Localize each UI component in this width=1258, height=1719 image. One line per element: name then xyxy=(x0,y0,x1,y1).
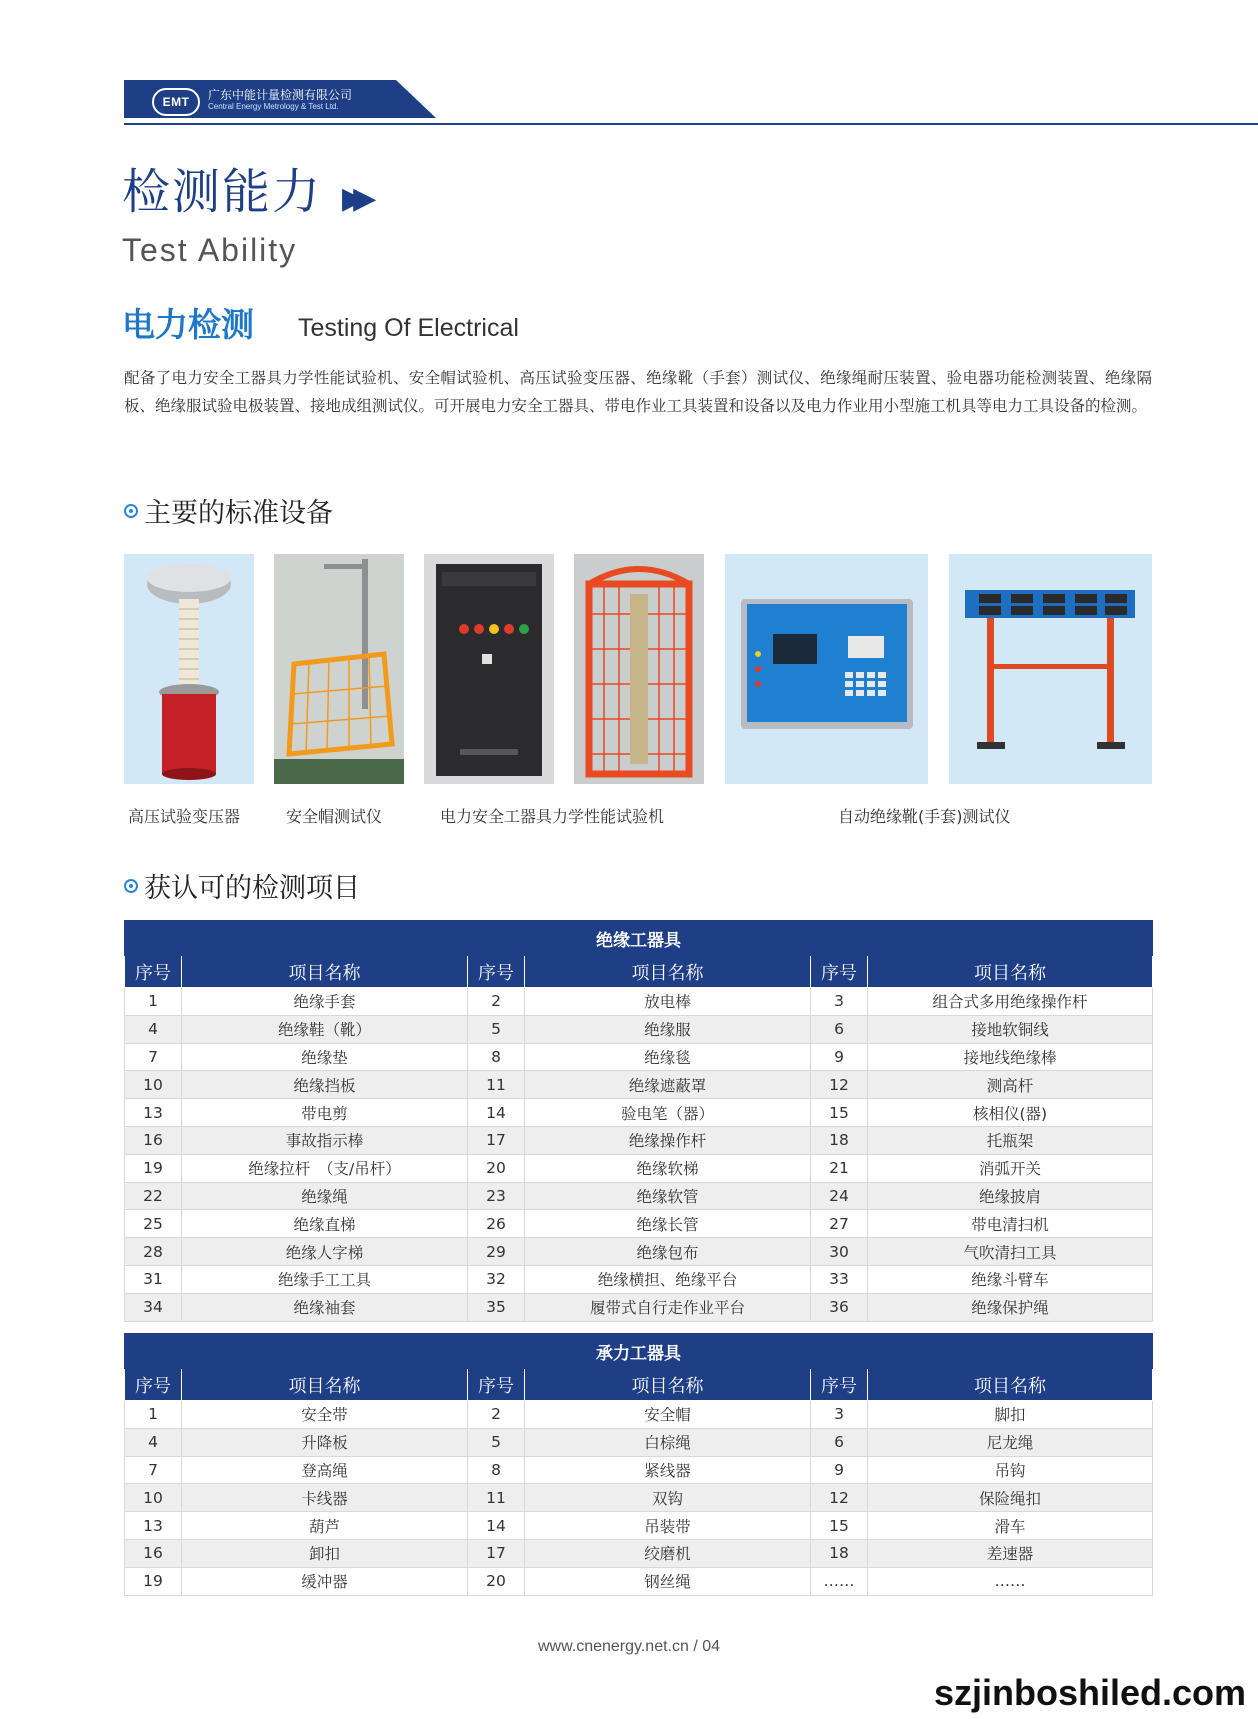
cell-item-name: 差速器 xyxy=(868,1539,1153,1567)
cell-item-name: 绝缘鞋（靴） xyxy=(182,1015,468,1043)
cell-index: 18 xyxy=(811,1126,868,1154)
section-title: 电力检测 xyxy=(122,305,254,344)
cell-item-name: 绝缘长管 xyxy=(525,1210,811,1238)
cell-item-name: 白棕绳 xyxy=(525,1428,811,1456)
cell-index: 29 xyxy=(468,1238,525,1266)
cell-index: 1 xyxy=(125,1401,182,1429)
cell-index: 8 xyxy=(468,1043,525,1071)
cell-index: 12 xyxy=(811,1071,868,1099)
cell-item-name: 绝缘垫 xyxy=(182,1043,468,1071)
cell-item-name: 绝缘遮蔽罩 xyxy=(525,1071,811,1099)
cell-index: 10 xyxy=(125,1071,182,1099)
table-row xyxy=(125,1265,1153,1293)
intro-paragraph: 配备了电力安全工器具力学性能试验机、安全帽试验机、高压试验变压器、绝缘靴（手套）测试仪、绝缘绳耐压装置、验电器功能检测装置、绝缘隔板、绝缘服试验电极装置、接地成组测试仪。可开展电力安全工器具、带电作业工具装置和设备以及电力作业用小型施工机具等电力工具设备的检测。 xyxy=(124,369,1152,415)
cell-index: 28 xyxy=(125,1238,182,1266)
cell-index: 23 xyxy=(468,1182,525,1210)
cell-index: 17 xyxy=(468,1126,525,1154)
col-header-name: 项目名称 xyxy=(868,956,1153,988)
cell-item-name: 绝缘软梯 xyxy=(525,1154,811,1182)
col-header-index: 序号 xyxy=(468,956,525,988)
cell-item-name: 绝缘服 xyxy=(525,1015,811,1043)
cell-index: 14 xyxy=(468,1099,525,1127)
cell-index: 30 xyxy=(811,1238,868,1266)
cell-index: …… xyxy=(811,1567,868,1595)
cell-item-name: 接地线绝缘棒 xyxy=(868,1043,1153,1071)
table-row xyxy=(125,1154,1153,1182)
caption-insulation-tester: 自动绝缘靴(手套)测试仪 xyxy=(838,807,1011,826)
cell-item-name: 绝缘人字梯 xyxy=(182,1238,468,1266)
cell-item-name: 尼龙绳 xyxy=(868,1428,1153,1456)
caption-helmet-tester: 安全帽测试仪 xyxy=(286,807,383,826)
load-bearing-tools-table xyxy=(124,1333,1153,1596)
col-header-name: 项目名称 xyxy=(525,956,811,988)
cell-index: 15 xyxy=(811,1512,868,1540)
cell-index: 33 xyxy=(811,1265,868,1293)
cell-item-name: 绝缘手工工具 xyxy=(182,1265,468,1293)
table-row xyxy=(125,1456,1153,1484)
cell-index: 17 xyxy=(468,1539,525,1567)
cell-index: 2 xyxy=(468,988,525,1016)
col-header-index: 序号 xyxy=(811,1369,868,1401)
cell-item-name: …… xyxy=(868,1567,1153,1595)
table-row xyxy=(125,1071,1153,1099)
cell-item-name: 带电清扫机 xyxy=(868,1210,1153,1238)
page-footer: www.cnenergy.net.cn / 04 xyxy=(537,1638,721,1655)
table-title: 承力工器具 xyxy=(125,1334,1153,1369)
cell-item-name: 升降板 xyxy=(182,1428,468,1456)
cell-item-name: 绞磨机 xyxy=(525,1539,811,1567)
insulation-tools-table xyxy=(124,920,1153,1322)
cell-item-name: 接地软铜线 xyxy=(868,1015,1153,1043)
table-row xyxy=(125,1043,1153,1071)
cell-index: 19 xyxy=(125,1154,182,1182)
cell-index: 9 xyxy=(811,1043,868,1071)
photo-rack-tester xyxy=(949,554,1152,784)
photo-hv-transformer xyxy=(124,554,254,784)
cell-item-name: 安全带 xyxy=(182,1401,468,1429)
company-name-en: Central Energy Metrology & Test Ltd. xyxy=(208,102,339,111)
cell-item-name: 绝缘直梯 xyxy=(182,1210,468,1238)
table-row xyxy=(125,1210,1153,1238)
cell-item-name: 履带式自行走作业平台 xyxy=(525,1293,811,1321)
cell-item-name: 绝缘绳 xyxy=(182,1182,468,1210)
cell-index: 3 xyxy=(811,988,868,1016)
cell-index: 20 xyxy=(468,1567,525,1595)
projects-heading: 获认可的检测项目 xyxy=(124,875,360,902)
cell-item-name: 安全帽 xyxy=(525,1401,811,1429)
cell-item-name: 核相仪(器) xyxy=(868,1099,1153,1127)
table-row xyxy=(125,1428,1153,1456)
cell-index: 12 xyxy=(811,1484,868,1512)
photo-mechanical-tester xyxy=(574,554,704,784)
cell-item-name: 吊装带 xyxy=(525,1512,811,1540)
table-row xyxy=(125,1099,1153,1127)
cell-item-name: 绝缘横担、绝缘平台 xyxy=(525,1265,811,1293)
cell-item-name: 消弧开关 xyxy=(868,1154,1153,1182)
col-header-index: 序号 xyxy=(811,956,868,988)
cell-index: 3 xyxy=(811,1401,868,1429)
cell-index: 8 xyxy=(468,1456,525,1484)
cell-index: 2 xyxy=(468,1401,525,1429)
table-row xyxy=(125,1484,1153,1512)
caption-hv-transformer: 高压试验变压器 xyxy=(128,807,241,826)
cell-index: 7 xyxy=(125,1456,182,1484)
photo-insulation-tester xyxy=(725,554,928,784)
table-row xyxy=(125,1126,1153,1154)
cell-index: 4 xyxy=(125,1015,182,1043)
cell-item-name: 滑车 xyxy=(868,1512,1153,1540)
cell-index: 27 xyxy=(811,1210,868,1238)
company-logo: EMT xyxy=(152,88,200,116)
photo-control-cabinet xyxy=(424,554,554,784)
cell-index: 19 xyxy=(125,1567,182,1595)
cell-index: 9 xyxy=(811,1456,868,1484)
table-row xyxy=(125,1293,1153,1321)
target-bullet-icon xyxy=(124,879,138,893)
cell-index: 7 xyxy=(125,1043,182,1071)
page-title: 检测能力 xyxy=(122,164,323,220)
watermark: szjinboshiled.com xyxy=(933,1672,1246,1713)
target-bullet-icon xyxy=(124,504,138,518)
cell-item-name: 绝缘操作杆 xyxy=(525,1126,811,1154)
cell-index: 35 xyxy=(468,1293,525,1321)
cell-item-name: 托瓶架 xyxy=(868,1126,1153,1154)
cell-item-name: 绝缘包布 xyxy=(525,1238,811,1266)
cell-item-name: 组合式多用绝缘操作杆 xyxy=(868,988,1153,1016)
cell-index: 14 xyxy=(468,1512,525,1540)
cell-index: 26 xyxy=(468,1210,525,1238)
col-header-index: 序号 xyxy=(468,1369,525,1401)
cell-item-name: 放电棒 xyxy=(525,988,811,1016)
cell-index: 16 xyxy=(125,1126,182,1154)
cell-item-name: 气吹清扫工具 xyxy=(868,1238,1153,1266)
cell-item-name: 钢丝绳 xyxy=(525,1567,811,1595)
cell-item-name: 绝缘软管 xyxy=(525,1182,811,1210)
col-header-name: 项目名称 xyxy=(525,1369,811,1401)
cell-index: 20 xyxy=(468,1154,525,1182)
cell-item-name: 验电笔（器） xyxy=(525,1099,811,1127)
equipment-heading: 主要的标准设备 xyxy=(124,500,333,527)
table-row xyxy=(125,1401,1153,1429)
cell-index: 34 xyxy=(125,1293,182,1321)
double-arrow-icon: ▶▶ xyxy=(342,181,365,216)
cell-item-name: 事故指示棒 xyxy=(182,1126,468,1154)
table-row xyxy=(125,1567,1153,1595)
cell-item-name: 保险绳扣 xyxy=(868,1484,1153,1512)
cell-item-name: 绝缘挡板 xyxy=(182,1071,468,1099)
cell-index: 5 xyxy=(468,1428,525,1456)
cell-index: 4 xyxy=(125,1428,182,1456)
cell-item-name: 葫芦 xyxy=(182,1512,468,1540)
col-header-index: 序号 xyxy=(125,1369,182,1401)
cell-item-name: 绝缘手套 xyxy=(182,988,468,1016)
cell-index: 22 xyxy=(125,1182,182,1210)
cell-item-name: 绝缘斗臂车 xyxy=(868,1265,1153,1293)
cell-item-name: 紧线器 xyxy=(525,1456,811,1484)
header-rule xyxy=(124,123,1258,125)
cell-item-name: 卡线器 xyxy=(182,1484,468,1512)
table-row xyxy=(125,1238,1153,1266)
cell-index: 1 xyxy=(125,988,182,1016)
table-row xyxy=(125,1015,1153,1043)
cell-index: 18 xyxy=(811,1539,868,1567)
cell-index: 13 xyxy=(125,1099,182,1127)
cell-index: 13 xyxy=(125,1512,182,1540)
cell-index: 36 xyxy=(811,1293,868,1321)
col-header-name: 项目名称 xyxy=(182,1369,468,1401)
cell-index: 5 xyxy=(468,1015,525,1043)
cell-item-name: 登高绳 xyxy=(182,1456,468,1484)
col-header-name: 项目名称 xyxy=(182,956,468,988)
col-header-name: 项目名称 xyxy=(868,1369,1153,1401)
cell-item-name: 脚扣 xyxy=(868,1401,1153,1429)
cell-item-name: 缓冲器 xyxy=(182,1567,468,1595)
table-title: 绝缘工器具 xyxy=(125,921,1153,956)
section-title-en: Testing Of Electrical xyxy=(298,314,519,342)
cell-item-name: 绝缘保护绳 xyxy=(868,1293,1153,1321)
table-row xyxy=(125,1512,1153,1540)
photo-helmet-tester xyxy=(274,554,404,784)
table-row xyxy=(125,1539,1153,1567)
table-row xyxy=(125,988,1153,1016)
cell-index: 6 xyxy=(811,1428,868,1456)
cell-item-name: 吊钩 xyxy=(868,1456,1153,1484)
cell-index: 6 xyxy=(811,1015,868,1043)
cell-item-name: 双钩 xyxy=(525,1484,811,1512)
table-row xyxy=(125,1182,1153,1210)
cell-index: 25 xyxy=(125,1210,182,1238)
cell-index: 24 xyxy=(811,1182,868,1210)
cell-item-name: 绝缘披肩 xyxy=(868,1182,1153,1210)
cell-index: 11 xyxy=(468,1071,525,1099)
cell-index: 31 xyxy=(125,1265,182,1293)
cell-item-name: 绝缘袖套 xyxy=(182,1293,468,1321)
cell-index: 15 xyxy=(811,1099,868,1127)
cell-index: 11 xyxy=(468,1484,525,1512)
cell-item-name: 绝缘毯 xyxy=(525,1043,811,1071)
cell-item-name: 绝缘拉杆 （支/吊杆） xyxy=(182,1154,468,1182)
caption-mechanical-tester: 电力安全工器具力学性能试验机 xyxy=(440,807,665,826)
col-header-index: 序号 xyxy=(125,956,182,988)
cell-index: 21 xyxy=(811,1154,868,1182)
cell-item-name: 带电剪 xyxy=(182,1099,468,1127)
cell-index: 16 xyxy=(125,1539,182,1567)
cell-item-name: 测高杆 xyxy=(868,1071,1153,1099)
cell-item-name: 卸扣 xyxy=(182,1539,468,1567)
company-name-cn: 广东中能计量检测有限公司 xyxy=(208,88,353,102)
cell-index: 32 xyxy=(468,1265,525,1293)
page-subtitle: Test Ability xyxy=(122,232,298,268)
cell-index: 10 xyxy=(125,1484,182,1512)
